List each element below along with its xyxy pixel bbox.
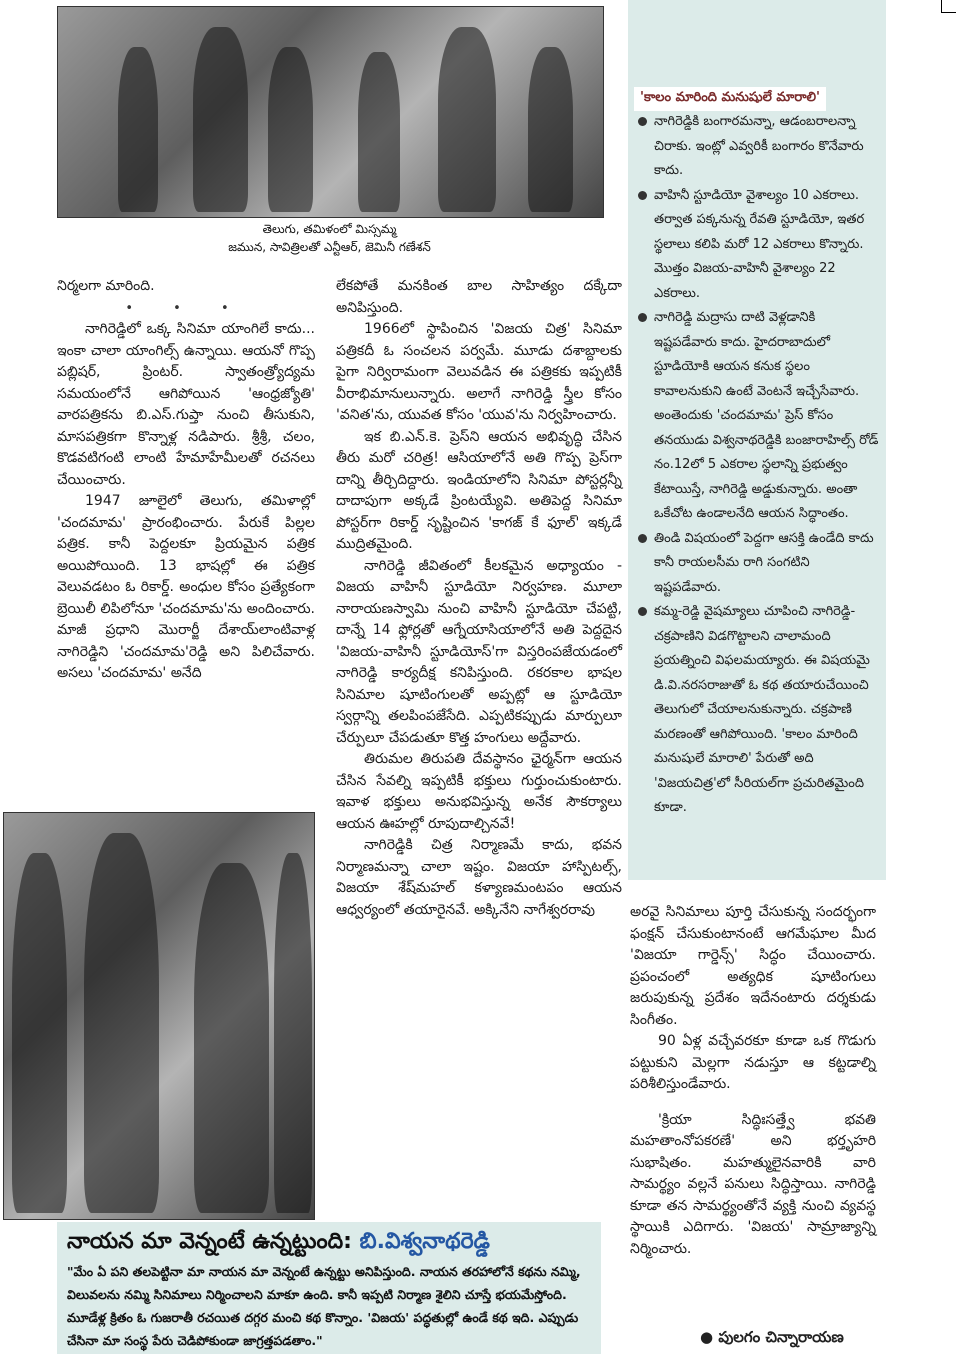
caption-line-1: తెలుగు, తమిళంలో మిస్సమ్మ <box>262 222 397 236</box>
col2-paragraph-5: నాగిరెడ్డికి చిత్ర నిర్మాణమే కాదు, భవన నిర్మాణమన్నా చాలా ఇష్టం. విజయా హాస్పిటల్స్, విజయా శేష్‌మహల్ కళ్యాణమంటపం ఆయన ఆధ్వర్యంలో తయారైనవే. అక్కినేని నాగేశ్వరరావు <box>336 837 622 918</box>
sidebar-list-item <box>632 306 880 527</box>
col1-paragraph-2: 1947 జూలైలో తెలుగు, తమిళాల్లో 'చందమామ' ప్రారంభించారు. పేరుకే పిల్లల పత్రిక. కానీ పెద్దలకూ ప్రియమైన పత్రిక అయిపోయింది. 13 భాషల్లో ఈ పత్రిక వెలువడటం ఓ రికార్డ్. అంధుల కోసం ప్రత్యేకంగా బ్రెయిలీ లిపిలోనూ 'చందమామ'ను అందించారు. మాజీ ప్రధాని మొరార్జీ దేశాయ్‌లాంటివాళ్ల నాగిరెడ్డిని 'చందమామ'రెడ్డి అని పిలిచేవారు. అసలు 'చందమామ' అనేది <box>57 493 315 681</box>
col3-paragraph-2: 'క్రియా సిద్ధిఃసత్త్వే భవతి మహతాంనోపకరణే' అని భర్తృహరి సుభాషితం. మహత్ములైనవారికి వారి సామర్థ్యం వల్లనే పనులు సిద్ధిస్తాయి. నాగిరెడ్డి కూడా తన సామర్థ్యంతోనే వ్యక్తి నుంచి వ్యవస్థ స్థాయికి ఎదిగారు. 'విజయ' సామ్రాజ్యాన్ని నిర్మించారు. <box>630 1111 876 1257</box>
caption-line-2: జమున, సావిత్రిలతో ఎన్టీఆర్, జెమినీ గణేశన్ <box>228 240 431 254</box>
top-photo-caption <box>57 220 602 256</box>
bullet-icon <box>638 191 647 200</box>
quote-box-title-main: నాయన మా వెన్నంటే ఉన్నట్టుంది: <box>67 1229 360 1254</box>
quote-box-title-name: బి.విశ్వనాథరెడ్డి <box>359 1229 490 1254</box>
signature-name: పులగం చిన్నారాయణ <box>718 1328 844 1346</box>
bullet-icon <box>638 313 647 322</box>
sidebar-item-text: తిండి విషయంలో పెద్దగా ఆసక్తి ఉండేది కాదు కానీ రాయలసీమ రాగి సంగటిని ఇష్టపడేవారు. <box>654 530 874 595</box>
col2-paragraph-0: లేకపోతే మనకింత బాల సాహిత్యం దక్కేదా అనిపిస్తుంది. <box>336 278 622 316</box>
bullet-icon <box>638 117 647 126</box>
sidebar-item-text: వాహినీ స్టూడియో వైశాల్యం 10 ఎకరాలు. తర్వాత పక్కనున్న రేవతి స్టూడియో, ఇతర స్థలాలు కలిపి మరో 12 ఎకరాలు కొన్నారు. మొత్తం విజయ-వాహినీ వైశాల్యం 22 ఎకరాలు. <box>654 187 865 301</box>
sidebar-title: 'కాలం మారింది మనుషులే మారాలి' <box>634 87 826 111</box>
sidebar-box <box>628 0 886 880</box>
bullet-icon <box>638 534 647 543</box>
sidebar-item-text: కమ్మ-రెడ్డి వైషమ్యాలు చూపించి నాగిరెడ్డి-చక్రపాణిని విడగొట్టాలని చాలామంది ప్రయత్నించి విఫలమయ్యారు. ఈ విషయమై డి.వి.నరసరాజుతో ఓ కథ తయారుచేయించి తెలుగులో చేయాలనుకున్నారు. చక్రపాణి మరణంతో ఆగిపోయింది. 'కాలం మారింది మనుషులే మారాలి' పేరుతో అది 'విజయచిత్ర'లో సీరియల్‌గా ప్రచురితమైంది కూడా. <box>654 604 870 815</box>
bottom-photo-garland <box>3 812 315 1220</box>
col1-paragraph-0: నిర్మలగా మారింది. <box>57 278 155 294</box>
sidebar-item-text: నాగిరెడ్డి మద్రాసు దాటి వెళ్లడానికి ఇష్టపడేవారు కాదు. హైదరాబాదులో స్టూడియోకి ఆయన కనుక స్థలం కావాలనుకుని ఉంటే వెంటనే ఇచ్చేసేవారు. అంతెందుకు 'చందమామ' ప్రెస్ కోసం తనయుడు విశ్వనాథరెడ్డికి బంజారాహిల్స్ రోడ్ నం.12లో 5 ఎకరాల స్థలాన్ని ప్రభుత్వం కేటాయిస్తే, నాగిరెడ్డి అడ్డుకున్నారు. అంతా ఒకేచోట ఉండాలనేది ఆయన సిద్ధాంతం. <box>654 310 879 521</box>
quote-box-title <box>57 1222 601 1260</box>
column-1 <box>57 276 315 685</box>
col3-paragraph-1: 90 ఏళ్ల వచ్చేవరకూ కూడా ఒక గొడుగు పట్టుకుని మెల్లగా నడుస్తూ ఆ కట్టడాల్ని పరిశీలిస్తుండేవారు. <box>630 1033 876 1092</box>
sidebar-list-item <box>632 600 880 821</box>
quote-box <box>57 1222 601 1354</box>
signature-bullet-icon: ● <box>700 1328 719 1346</box>
quote-box-body: "మేం ఏ పని తలపెట్టినా మా నాయన మా వెన్నంటే ఉన్నట్టు అనిపిస్తుంది. నాయన తరహాలోనే కథను నమ్మి, విలువలను నమ్మి సినిమాలు నిర్మించాలని మాకూ ఉంది. కానీ ఇప్పటి నిర్మాణ శైలిని చూస్తే భయమేస్తోంది. మూడేళ్ల క్రితం ఓ గుజరాతీ రచయిత దగ్గర మంచి కథ కొన్నాం. 'విజయ' పద్ధతుల్లో ఉండే కథ ఇది. ఎప్పుడు చేసినా మా సంస్థ పేరు చెడిపోకుండా జాగ్రత్తపడతాం." <box>67 1264 581 1348</box>
sidebar-list-item <box>632 110 880 184</box>
section-separator: • • • <box>125 300 247 316</box>
col2-paragraph-3: నాగిరెడ్డి జీవితంలో కీలకమైన అధ్యాయం - విజయ వాహినీ స్టూడియో నిర్వహణ. మూలా నారాయణస్వామి నుంచి వాహినీ స్టూడియో చేపట్టి, దాన్నే 14 ఫ్లోర్లతో ఆగ్నేయాసియాలోనే అతి పెద్దదైన 'విజయ-వాహినీ స్టూడియోస్'గా విస్తరింపజేయడంలో నాగిరెడ్డి కార్యదీక్ష కనిపిస్తుంది. రకరకాల భాషల సినిమాల షూటింగులతో అప్పట్లో ఆ స్టూడియో స్వర్గాన్ని తలపింపజేసేది. ఎప్పటికప్పుడు మార్పులూ చేర్పులూ చేపడుతూ కొత్త హంగులు అద్దేవారు. <box>336 557 622 746</box>
sidebar-title-wrap <box>634 86 826 111</box>
col2-paragraph-4: తిరుమల తిరుపతి దేవస్థానం ఛైర్మన్‌గా ఆయన చేసిన సేవల్ని ఇప్పటికీ భక్తులు గుర్తుంచుకుంటారు. ఇవాళ భక్తులు అనుభవిస్తున్న అనేక సౌకర్యాలు ఆయన ఊహల్లో రూపుదాల్చినవే! <box>336 751 622 832</box>
sidebar-list <box>632 110 880 821</box>
author-signature <box>700 1328 844 1350</box>
column-2 <box>336 276 622 921</box>
column-3 <box>630 902 876 1260</box>
col2-paragraph-1: 1966లో స్థాపించిన 'విజయ చిత్ర' సినిమా పత్రికదీ ఓ సంచలన పర్వమే. మూడు దశాబ్దాలకు పైగా నిర్విరామంగా వెలువడిన ఈ పత్రికకు ఇప్పటికీ వీరాభిమానులున్నారు. అలాగే నాగిరెడ్డి స్త్రీల కోసం 'వనిత'ను, యువత కోసం 'యువ'ను నిర్వహించారు. <box>336 321 622 423</box>
col3-paragraph-0: అరవై సినిమాలు పూర్తి చేసుకున్న సందర్భంగా ఫంక్షన్ చేసుకుంటానంటే ఆగమేఘాల మీద 'విజయా గార్డెన్స్' సిద్ధం చేయించారు. ప్రపంచంలో అత్యధిక షూటింగులు జరుపుకున్న ప్రదేశం ఇదేనంటారు దర్శకుడు సింగీతం. <box>630 904 876 1028</box>
top-photo-missamma <box>57 6 604 218</box>
sidebar-item-text: నాగిరెడ్డికి బంగారమన్నా, ఆడంబరాలన్నా చిరాకు. ఇంట్లో ఎవ్వరికీ బంగారం కొనేవారు కాదు. <box>654 114 864 178</box>
bullet-icon <box>638 607 647 616</box>
sidebar-list-item <box>632 527 880 601</box>
sidebar-list-item <box>632 184 880 307</box>
col1-paragraph-1: నాగిరెడ్డిలో ఒక్క సినిమా యాంగిలే కాదు... ఇంకా చాలా యాంగిల్స్ ఉన్నాయి. ఆయనో గొప్ప పబ్లిషర్, ప్రింటర్. స్వాతంత్ర్యోద్యమ సమయంలోనే ఆగిపోయిన 'ఆంధ్రజ్యోతి' వారపత్రికను బి.ఎస్.గుప్తా నుంచి తీసుకుని, మాసపత్రికగా కొన్నాళ్ల నడిపారు. శ్రీశ్రీ, చలం, కొడవటిగంటి లాంటి హేమాహేమీలతో రచనలు చేయించారు. <box>57 321 315 488</box>
page-corner-mark <box>941 0 956 13</box>
col2-paragraph-2: ఇక బి.ఎన్.కె. ప్రెస్‌ని ఆయన అభివృద్ధి చేసిన తీరు మరో చరిత్ర! ఆసియాలోనే అతి గొప్ప ప్రెస్‌గా దాన్ని తీర్చిదిద్దారు. ఇండియాలోని సినిమా పోస్టర్లన్నీ దాదాపుగా అక్కడే ప్రింటయ్యేవి. అతిపెద్ద సినిమా పోస్టర్‌గా రికార్డ్ సృష్టించిన 'కాగజ్ కే ఫూల్' ఇక్కడే ముద్రితమైంది. <box>336 428 622 552</box>
